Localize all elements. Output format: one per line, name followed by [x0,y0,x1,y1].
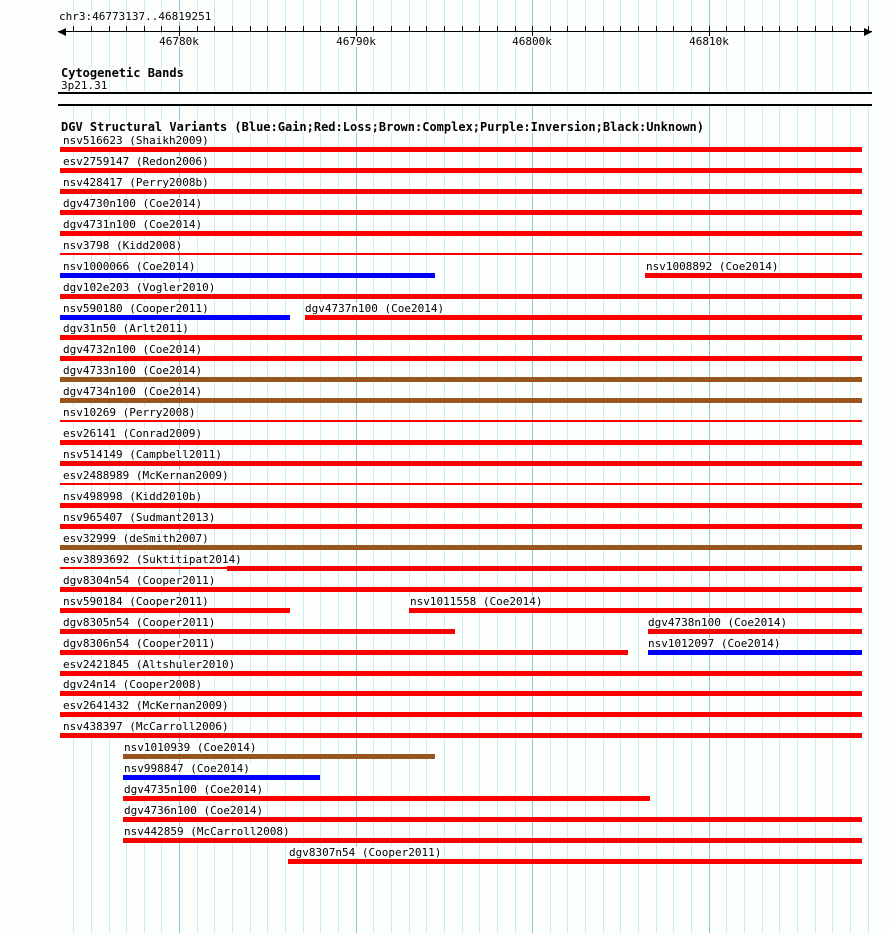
variant-label[interactable]: dgv8305n54 (Cooper2011) [63,616,216,629]
left-arrow-icon [58,28,66,36]
variant-label[interactable]: nsv590184 (Cooper2011) [63,595,209,608]
dgv-section-heading: DGV Structural Variants (Blue:Gain;Red:Loss;Brown:Complex;Purple:Inversion;Black:Unknown) [61,120,704,134]
variant-bar[interactable] [60,587,862,592]
minor-gridline [479,0,480,933]
ruler-tick [567,26,568,31]
minor-gridline [620,0,621,933]
variant-bar[interactable] [60,567,227,569]
minor-gridline [303,0,304,933]
ruler-tick [515,26,516,31]
ruler-tick-label: 46800k [508,36,556,47]
variant-bar[interactable] [123,796,650,801]
variant-label[interactable]: nsv1012097 (Coe2014) [648,637,781,650]
variant-bar[interactable] [60,189,862,194]
cytoband-box[interactable] [58,92,872,106]
variant-bar[interactable] [60,147,862,152]
variant-label[interactable]: nsv516623 (Shaikh2009) [63,134,209,147]
ruler-tick [444,26,445,31]
minor-gridline [744,0,745,933]
variant-label[interactable]: dgv102e203 (Vogler2010) [63,281,216,294]
ruler-tick [267,26,268,31]
variant-label[interactable]: esv3893692 (Suktitipat2014) [63,553,242,566]
variant-label[interactable]: nsv10269 (Perry2008) [63,406,196,419]
minor-gridline [585,0,586,933]
minor-gridline [673,0,674,933]
minor-gridline [373,0,374,933]
minor-gridline [815,0,816,933]
variant-label[interactable]: nsv498998 (Kidd2010b) [63,490,203,503]
variant-label[interactable]: dgv31n50 (Arlt2011) [63,322,189,335]
variant-label[interactable]: nsv1011558 (Coe2014) [410,595,543,608]
variant-label[interactable]: nsv438397 (McCarroll2006) [63,720,229,733]
variant-label[interactable]: nsv1010939 (Coe2014) [124,741,257,754]
minor-gridline [850,0,851,933]
minor-gridline [567,0,568,933]
ruler-tick [779,26,780,31]
variant-label[interactable]: dgv8304n54 (Cooper2011) [63,574,216,587]
ruler-tick-label: 46810k [685,36,733,47]
ruler-tick [691,26,692,31]
minor-gridline [691,0,692,933]
ruler-tick-label: 46790k [332,36,380,47]
variant-label[interactable]: dgv4731n100 (Coe2014) [63,218,203,231]
variant-label[interactable]: esv2421845 (Altshuler2010) [63,658,236,671]
ruler-tick [620,26,621,31]
variant-label[interactable]: esv32999 (deSmith2007) [63,532,209,545]
ruler-tick [338,26,339,31]
ruler-tick [797,26,798,31]
variant-label[interactable]: dgv4734n100 (Coe2014) [63,385,203,398]
ruler-tick-label: 46780k [155,36,203,47]
variant-label[interactable]: esv2641432 (McKernan2009) [63,699,229,712]
variant-bar[interactable] [123,817,862,822]
minor-gridline [656,0,657,933]
variant-bar[interactable] [60,712,862,717]
ruler-tick [832,26,833,31]
ruler-tick [250,26,251,31]
minor-gridline [832,0,833,933]
variant-label[interactable]: nsv998847 (Coe2014) [124,762,250,775]
variant-label[interactable]: nsv1008892 (Coe2014) [646,260,779,273]
minor-gridline [550,0,551,933]
ruler-tick [161,26,162,31]
variant-bar[interactable] [60,691,862,696]
ruler-tick [214,26,215,31]
ruler-tick [373,26,374,31]
minor-gridline [320,0,321,933]
ruler-tick [726,26,727,31]
variant-bar[interactable] [60,629,455,634]
ruler-tick [126,26,127,31]
major-gridline [356,0,357,933]
variant-bar[interactable] [60,168,862,173]
variant-bar[interactable] [60,231,862,236]
variant-bar[interactable] [60,483,862,485]
variant-label[interactable]: dgv4737n100 (Coe2014) [305,302,445,315]
ruler-tick [91,26,92,31]
variant-bar[interactable] [60,294,862,299]
minor-gridline [868,0,869,933]
variant-label[interactable]: dgv8306n54 (Cooper2011) [63,637,216,650]
variant-bar[interactable] [60,461,862,466]
ruler-tick [656,26,657,31]
variant-label[interactable]: nsv428417 (Perry2008b) [63,176,209,189]
variant-bar[interactable] [227,566,862,571]
variant-bar[interactable] [60,545,862,550]
minor-gridline [462,0,463,933]
variant-bar[interactable] [645,273,862,278]
ruler-tick [603,26,604,31]
variant-label[interactable]: dgv4732n100 (Coe2014) [63,343,203,356]
variant-label[interactable]: nsv514149 (Campbell2011) [63,448,222,461]
ruler-tick [426,26,427,31]
variant-bar[interactable] [60,671,862,676]
ruler-tick [762,26,763,31]
variant-bar[interactable] [123,775,320,780]
variant-label[interactable]: dgv4736n100 (Coe2014) [124,804,264,817]
cytoband-label[interactable]: 3p21.31 [61,79,108,92]
minor-gridline [797,0,798,933]
minor-gridline [285,0,286,933]
variant-label[interactable]: dgv4735n100 (Coe2014) [124,783,264,796]
variant-bar[interactable] [60,420,862,422]
variant-label[interactable]: nsv442859 (McCarroll2008) [124,825,290,838]
variant-label[interactable]: esv26141 (Conrad2009) [63,427,203,440]
variant-bar[interactable] [60,356,862,361]
major-gridline [709,0,710,933]
variant-bar[interactable] [123,754,435,759]
ruler-tick [73,26,74,31]
variant-bar[interactable] [60,733,862,738]
minor-gridline [338,0,339,933]
variant-label[interactable]: dgv8307n54 (Cooper2011) [289,846,442,859]
variant-bar[interactable] [60,377,862,382]
variant-bar[interactable] [60,503,862,508]
ruler-tick [391,26,392,31]
variant-bar[interactable] [60,253,862,255]
ruler-tick [109,26,110,31]
ruler-tick [462,26,463,31]
variant-label[interactable]: esv2759147 (Redon2006) [63,155,209,168]
variant-bar[interactable] [60,524,862,529]
ruler-tick [497,26,498,31]
variant-label[interactable]: dgv4738n100 (Coe2014) [648,616,788,629]
variant-bar[interactable] [60,608,290,613]
minor-gridline [515,0,516,933]
variant-bar[interactable] [60,335,862,340]
variant-label[interactable]: nsv590180 (Cooper2011) [63,302,209,315]
minor-gridline [779,0,780,933]
minor-gridline [267,0,268,933]
ruler-tick [320,26,321,31]
minor-gridline [497,0,498,933]
variant-label[interactable]: esv2488989 (McKernan2009) [63,469,229,482]
ruler-tick [285,26,286,31]
variant-label[interactable]: dgv4733n100 (Coe2014) [63,364,203,377]
variant-label[interactable]: nsv965407 (Sudmant2013) [63,511,216,524]
variant-bar[interactable] [305,315,862,320]
variant-bar[interactable] [288,859,862,864]
variant-bar[interactable] [60,273,435,278]
ruler-tick [744,26,745,31]
variant-label[interactable]: nsv1000066 (Coe2014) [63,260,196,273]
variant-bar[interactable] [60,650,628,655]
variant-bar[interactable] [60,440,862,445]
ruler-tick [550,26,551,31]
minor-gridline [409,0,410,933]
ruler-tick [479,26,480,31]
ruler-tick [409,26,410,31]
minor-gridline [638,0,639,933]
variant-bar[interactable] [60,398,862,403]
ruler-tick [638,26,639,31]
axis-line [58,31,872,32]
ruler-tick [673,26,674,31]
variant-label[interactable]: dgv24n14 (Cooper2008) [63,678,203,691]
ruler-tick [868,26,869,31]
minor-gridline [762,0,763,933]
ruler-tick [232,26,233,31]
minor-gridline [603,0,604,933]
region-title: chr3:46773137..46819251 [59,10,212,23]
variant-bar[interactable] [123,838,862,843]
ruler-tick [850,26,851,31]
ruler-tick [585,26,586,31]
variant-label[interactable]: dgv4730n100 (Coe2014) [63,197,203,210]
ruler-tick [303,26,304,31]
variant-bar[interactable] [648,650,862,655]
ruler-tick [197,26,198,31]
variant-bar[interactable] [60,315,290,320]
ruler-tick [815,26,816,31]
minor-gridline [426,0,427,933]
variant-bar[interactable] [648,629,862,634]
variant-label[interactable]: nsv3798 (Kidd2008) [63,239,183,252]
minor-gridline [444,0,445,933]
minor-gridline [391,0,392,933]
minor-gridline [726,0,727,933]
ruler-tick [144,26,145,31]
variant-bar[interactable] [60,210,862,215]
variant-bar[interactable] [409,608,862,613]
cytoband-heading: Cytogenetic Bands [61,66,184,80]
major-gridline [532,0,533,933]
